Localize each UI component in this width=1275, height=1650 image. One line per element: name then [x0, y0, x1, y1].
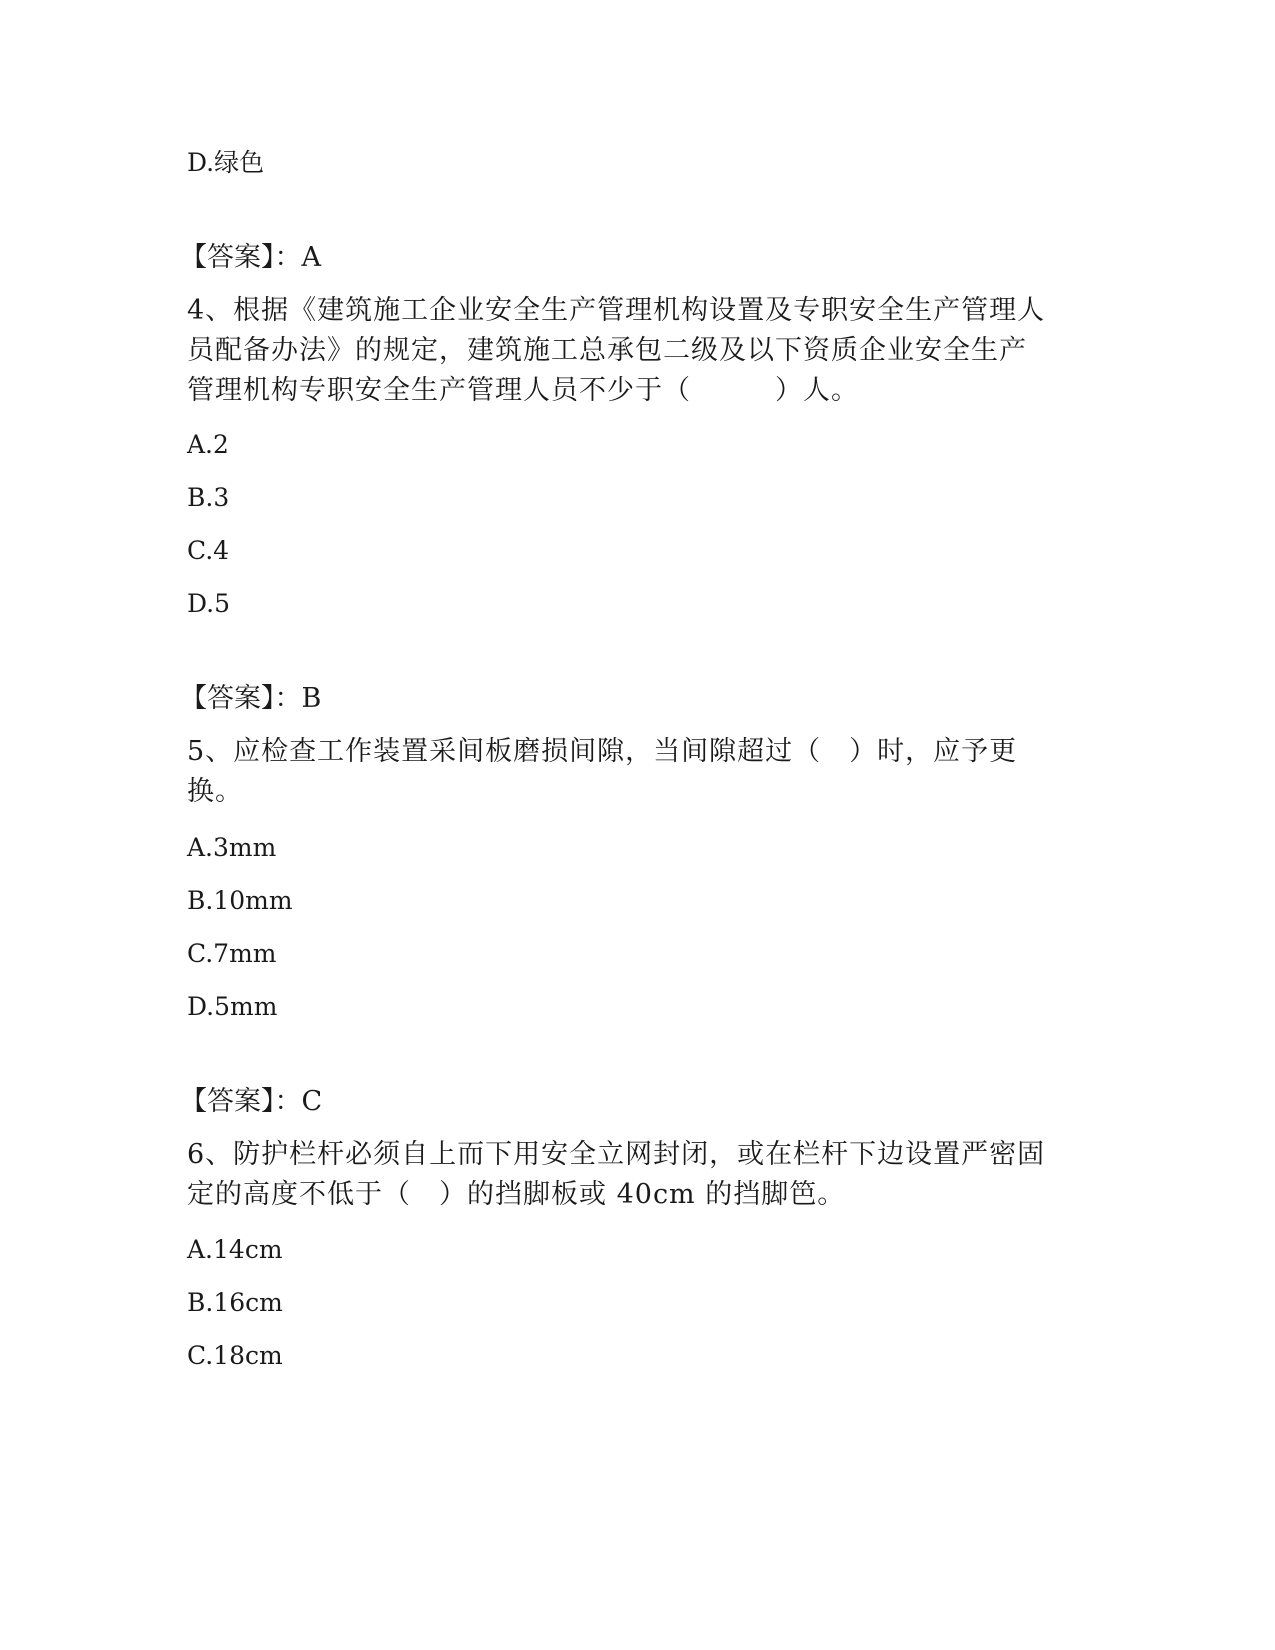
q3-answer: 【答案】：A [180, 242, 321, 273]
q5-answer: 【答案】：C [180, 1086, 323, 1117]
q6-option-c: C.18cm [187, 1341, 283, 1370]
q6-option-b: B.16cm [187, 1288, 283, 1317]
q4-option-c: C.4 [187, 536, 230, 565]
q6-option-a: A.14cm [187, 1235, 283, 1264]
q4-answer: 【答案】：B [180, 683, 322, 714]
q4-text-line-1: 4、根据《建筑施工企业安全生产管理机构设置及专职安全生产管理人 [187, 295, 1046, 326]
q4-text-line-2: 员配备办法》的规定，建筑施工总承包二级及以下资质企业安全生产 [187, 335, 1027, 366]
q3-option-d: D.绿色 [187, 148, 265, 177]
q5-option-a: A.3mm [187, 833, 277, 862]
q5-option-d: D.5mm [187, 992, 278, 1021]
q5-text-line-2: 换。 [187, 776, 243, 807]
q5-option-c: C.7mm [187, 939, 277, 968]
q4-text-line-3: 管理机构专职安全生产管理人员不少于（ ）人。 [187, 375, 859, 406]
q6-text-line-2: 定的高度不低于（ ）的挡脚板或 40cm 的挡脚笆。 [187, 1179, 846, 1210]
q5-option-b: B.10mm [187, 886, 293, 915]
q5-text-line-1: 5、应检查工作装置采间板磨损间隙，当间隙超过（ ）时，应予更 [187, 736, 1018, 767]
q4-option-d: D.5 [187, 589, 231, 618]
q4-option-b: B.3 [187, 483, 230, 512]
q4-option-a: A.2 [187, 430, 229, 459]
q6-text-line-1: 6、防护栏杆必须自上而下用安全立网封闭，或在栏杆下边设置严密固 [187, 1139, 1046, 1170]
